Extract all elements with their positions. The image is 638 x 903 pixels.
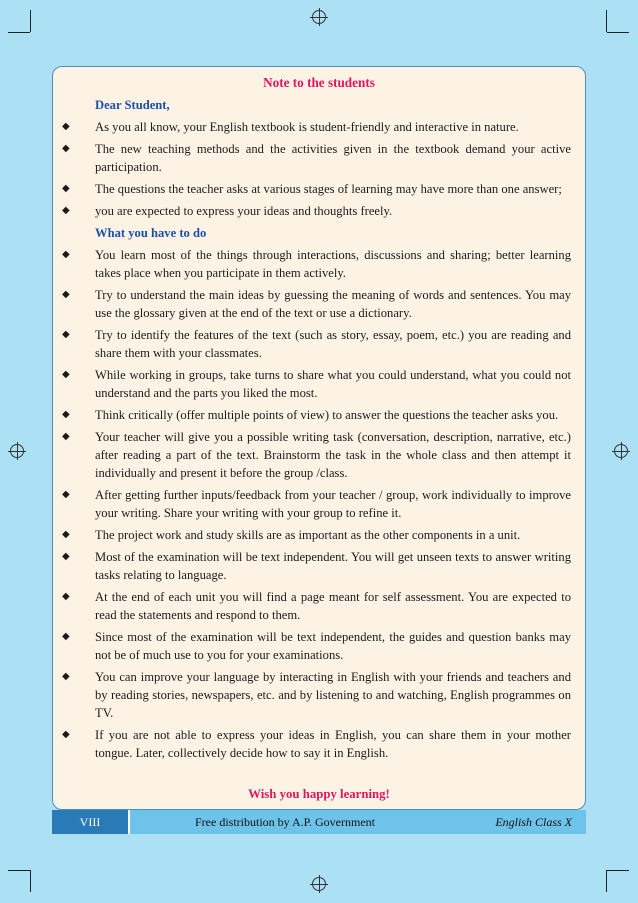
list-item: ◆ If you are not able to express your ideas in English, you can share them in your mother tongue. Later, collectively decide how to say it in English. — [62, 728, 571, 760]
list-item: ◆ After getting further inputs/feedback from your teacher / group, work individually to improve your writing. Share your writing with your group to refine it. — [62, 488, 571, 520]
closing-message: Wish you happy learning! — [248, 787, 390, 801]
list-item: ◆ The new teaching methods and the activities given in the textbook demand your active participation. — [62, 142, 571, 174]
registration-mark-icon — [10, 444, 24, 458]
note-panel — [52, 66, 586, 810]
class-label: English Class X — [495, 815, 572, 829]
list-item: ◆ At the end of each unit you will find a page meant for self assessment. You are expected to read the statements and respond to them. — [62, 590, 571, 622]
distribution-note: Free distribution by A.P. Government — [195, 815, 375, 829]
list-item: ◆ While working in groups, take turns to share what you could understand, what you could not understand and the parts you liked the most. — [62, 368, 571, 400]
list-item: ◆ Try to understand the main ideas by guessing the meaning of words and sentences. You may use the glossary given at the end of the text or use a dictionary. — [62, 288, 571, 320]
crop-mark — [607, 870, 629, 871]
crop-mark — [606, 10, 607, 32]
registration-mark-icon — [312, 877, 326, 891]
registration-mark-icon — [312, 10, 326, 24]
diamond-bullet-icon: ◆ — [62, 529, 70, 540]
list-item: ◆ You can improve your language by interacting in English with your friends and teachers and by reading stories, newspapers, etc. and by listening to and watching, English programmes on TV. — [62, 670, 571, 720]
list-item: ◆ Think critically (offer multiple points of view) to answer the questions the teacher asks you. — [62, 408, 559, 422]
crop-mark — [8, 870, 30, 871]
crop-mark — [30, 10, 31, 32]
list-item: ◆ Try to identify the features of the text (such as story, essay, poem, etc.) you are reading and share them with your classmates. — [62, 328, 571, 360]
list-item: ◆ The project work and study skills are as important as the other components in a unit. — [62, 528, 521, 542]
salutation: Dear Student, — [95, 98, 170, 112]
list-item: ◆ Your teacher will give you a possible writing task (conversation, description, narrative, etc.) after reading a part of the text. Brainstorm the task in the whole class and then attempt it individually and present it before the group /class. — [62, 430, 571, 480]
list-item: ◆ The questions the teacher asks at various stages of learning may have more than one answer; — [62, 182, 562, 196]
page-number: VIII — [52, 810, 128, 834]
diamond-bullet-icon: ◆ — [62, 409, 70, 420]
diamond-bullet-icon: ◆ — [62, 143, 70, 154]
list-item: ◆ As you all know, your English textbook is student-friendly and interactive in nature. — [62, 120, 519, 134]
crop-mark — [30, 870, 31, 892]
diamond-bullet-icon: ◆ — [62, 591, 70, 602]
diamond-bullet-icon: ◆ — [62, 489, 70, 500]
crop-mark — [606, 870, 607, 892]
page-title: Note to the students — [263, 75, 375, 90]
diamond-bullet-icon: ◆ — [62, 431, 70, 442]
diamond-bullet-icon: ◆ — [62, 671, 70, 682]
diamond-bullet-icon: ◆ — [62, 631, 70, 642]
section-heading: What you have to do — [95, 226, 207, 240]
list-item: ◆ Most of the examination will be text independent. You will get unseen texts to answer writing tasks relating to language. — [62, 550, 571, 582]
diamond-bullet-icon: ◆ — [62, 329, 70, 340]
diamond-bullet-icon: ◆ — [62, 551, 70, 562]
diamond-bullet-icon: ◆ — [62, 183, 70, 194]
note-content — [62, 96, 571, 766]
diamond-bullet-icon: ◆ — [62, 249, 70, 260]
list-item: ◆ you are expected to express your ideas and thoughts freely. — [62, 204, 393, 218]
diamond-bullet-icon: ◆ — [62, 205, 70, 216]
diamond-bullet-icon: ◆ — [62, 369, 70, 380]
crop-mark — [607, 32, 629, 33]
list-item: ◆ Since most of the examination will be text independent, the guides and question banks may not be of much use to you for your examinations. — [62, 630, 571, 662]
diamond-bullet-icon: ◆ — [62, 729, 70, 740]
registration-mark-icon — [614, 444, 628, 458]
diamond-bullet-icon: ◆ — [62, 289, 70, 300]
list-item: ◆ You learn most of the things through interactions, discussions and sharing; better learning takes place when you participate in them actively. — [62, 248, 571, 280]
page-footer — [52, 810, 586, 834]
diamond-bullet-icon: ◆ — [62, 121, 70, 132]
crop-mark — [8, 32, 30, 33]
